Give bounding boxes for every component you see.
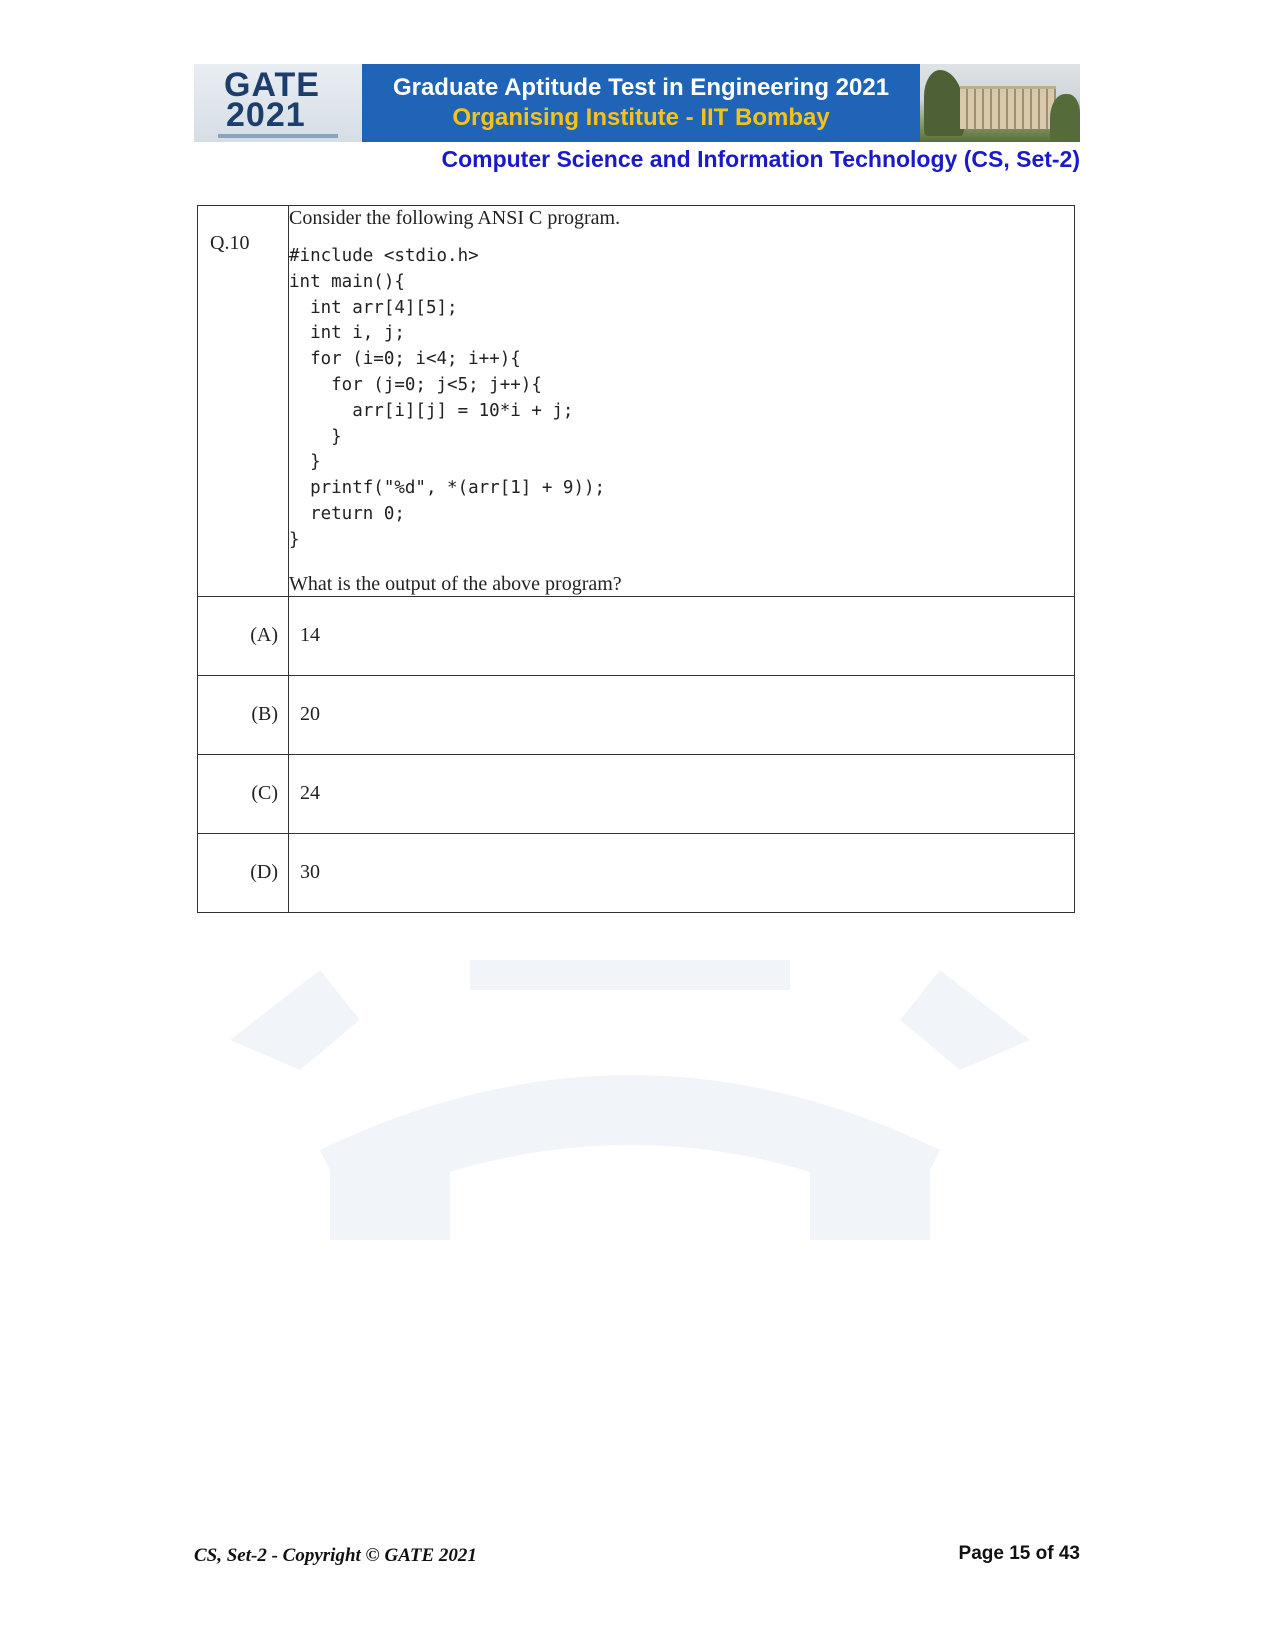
- subject-title: Computer Science and Information Technology (CS, Set-2): [441, 146, 1080, 172]
- option-row-c: [198, 754, 1075, 833]
- tree-left: [924, 70, 964, 136]
- header-banner: [194, 64, 1080, 142]
- question-table: [197, 205, 1075, 913]
- option-label: (B): [198, 675, 289, 754]
- footer-copyright: CS, Set-2 - Copyright © GATE 2021: [194, 1545, 477, 1566]
- question-number: Q.10: [210, 232, 250, 254]
- logo-year: 2021: [226, 96, 306, 134]
- option-label: (C): [198, 754, 289, 833]
- tree-right: [1050, 94, 1080, 142]
- banner-title: Graduate Aptitude Test in Engineering 2021: [392, 74, 890, 101]
- question-prompt: What is the output of the above program?: [289, 572, 622, 595]
- banner-text: [362, 64, 920, 142]
- footer-page-number: Page 15 of 43: [958, 1543, 1080, 1564]
- question-row: [198, 206, 1075, 597]
- option-row-a: [198, 596, 1075, 675]
- option-label: (A): [198, 596, 289, 675]
- logo-strip: [218, 134, 338, 138]
- building: [960, 86, 1056, 129]
- question-body: [289, 206, 1075, 597]
- option-row-d: [198, 833, 1075, 912]
- question-number-cell: [198, 206, 289, 597]
- logo-word: GATE: [224, 66, 320, 104]
- gate-logo: [194, 64, 362, 142]
- watermark-emblem: [210, 960, 1050, 1250]
- option-text: 24: [289, 754, 1075, 833]
- option-text: 30: [289, 833, 1075, 912]
- option-text: 14: [289, 596, 1075, 675]
- institute-photo: [920, 64, 1080, 142]
- question-intro: Consider the following ANSI C program.: [289, 207, 621, 229]
- code-block: #include <stdio.h> int main(){ int arr[4][5]; int i, j; for (i=0; i<4; i++){ for (j=0; j<5; j++){ arr[i][j] = 10*i + j; } } printf("%d", *(arr[1] + 9)); return 0; }: [289, 246, 606, 550]
- banner-subtitle: Organising Institute - IIT Bombay: [452, 104, 830, 131]
- option-label: (D): [198, 833, 289, 912]
- option-row-b: [198, 675, 1075, 754]
- option-text: 20: [289, 675, 1075, 754]
